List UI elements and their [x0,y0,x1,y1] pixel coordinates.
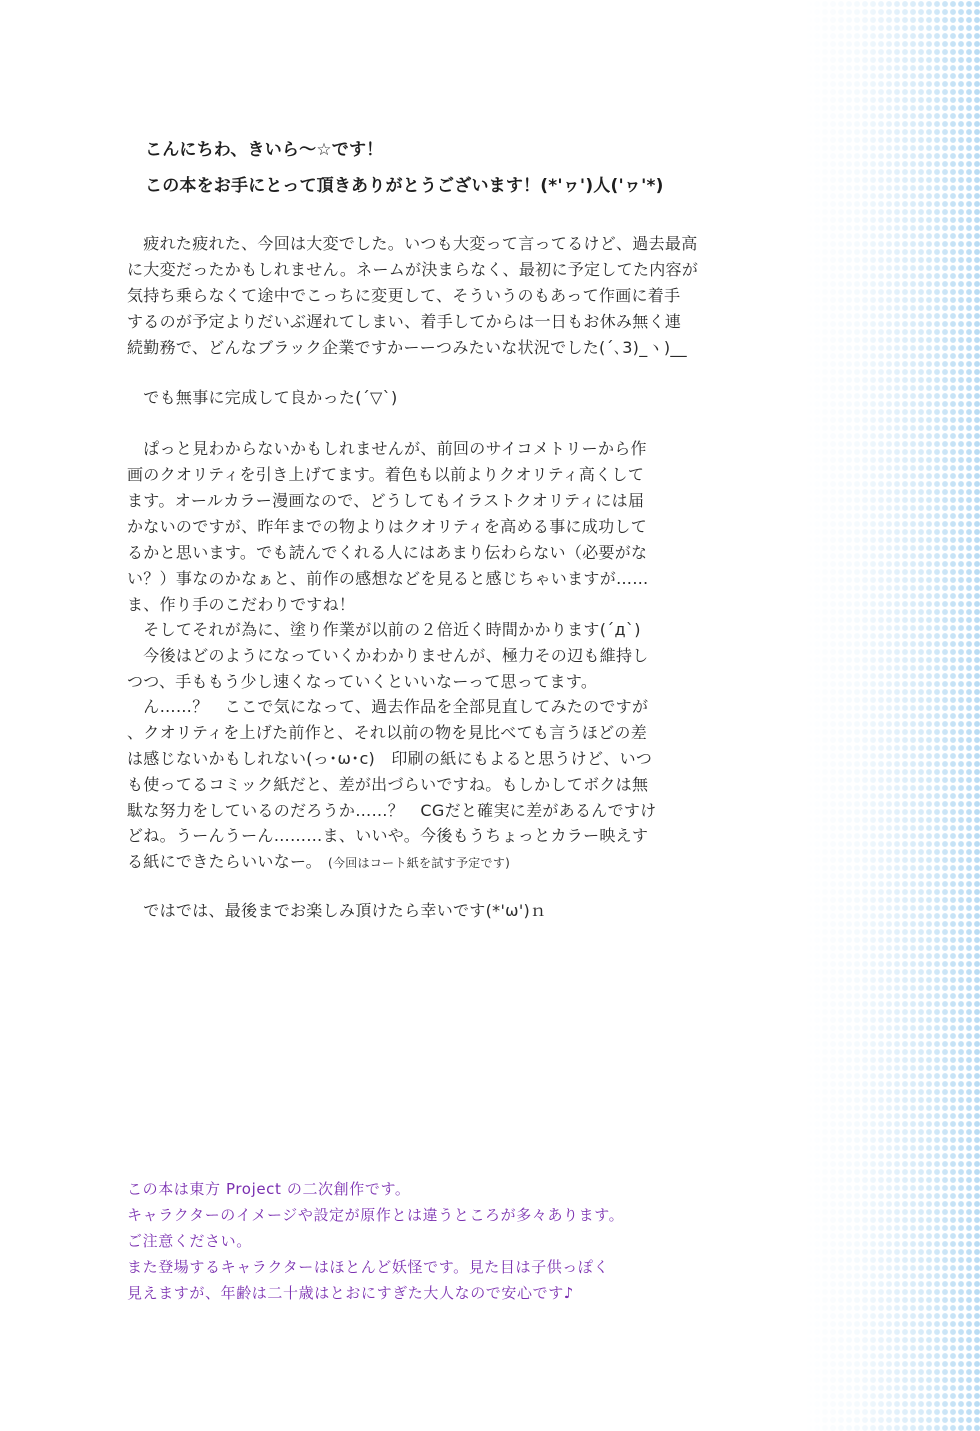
disclaimer-line: また登場するキャラクターはほとんど妖怪です。見た目は子供っぽく [127,1258,610,1276]
paragraph-3-line: ます。オールカラー漫画なので、どうしてもイラストクオリティには届 [127,491,645,510]
paragraph-1-line: 続勤務で、どんなブラック企業ですかーーつみたいな状況でした(´､3)_ヽ)__ [127,338,687,357]
paragraph-3-line: ま、作り手のこだわりですね！ [127,595,356,614]
paragraph-3-line: も使ってるコミック紙だと、差が出づらいですね。もしかしてボクは無 [127,775,649,794]
paragraph-1-line: に大変だったかもしれません。ネームが決まらなく、最初に予定してた内容が [127,260,699,279]
paragraph-1-line: するのが予定よりだいぶ遅れてしまい、着手してからは一日もお休み無く連 [127,312,682,331]
paragraph-3-small-note: (今回はコート紙を試す予定です) [327,856,511,870]
paragraph-3-line: ん……？ ここで気になって、過去作品を全部見直してみたのですが [127,697,649,716]
paragraph-3-line: 駄な努力をしているのだろうか……？ CGだと確実に差があるんですけ [127,801,657,820]
paragraph-3-line: どね。うーんうーん………ま、いいや。今後もうちょっとカラー映えす [127,826,649,845]
paragraph-3-line: るかと思います。でも読んでくれる人にはあまり伝わらない（必要がな [127,543,648,562]
paragraph-1-line: 疲れた疲れた、今回は大変でした。いつも大変って言ってるけど、過去最高 [127,234,698,253]
disclaimer-line: キャラクターのイメージや設定が原作とは違うところが多々あります。 [127,1206,625,1224]
disclaimer-line: ご注意ください。 [127,1232,252,1250]
paragraph-3-line: い？）事なのかなぁと、前作の感想などを見ると感じちゃいますが…… [127,569,649,588]
paragraph-3-line: つつ、手ももう少し速くなっていくといいなーって思ってます。 [127,672,598,691]
greeting-line-1: こんにちわ、きいら～☆です！ [145,140,384,160]
closing-line: ではでは、最後までお楽しみ頂けたら幸いです(*'ω')ｎ [127,901,547,920]
paragraph-3-last-line [127,849,510,872]
paragraph-2: でも無事に完成して良かった(´▽`) [127,388,398,407]
paragraph-3-line: は感じないかもしれない(っ･ω･c) 印刷の紙にもよると思うけど、いつ [127,749,653,768]
paragraph-3-line: ぱっと見わからないかもしれませんが、前回のサイコメトリーから作 [127,439,647,458]
paragraph-3-line: かないのですが、昨年までの物よりはクオリティを高める事に成功して [127,517,648,536]
paragraph-3-line: 今後はどのようになっていくかわかりませんが、極力その辺も維持し [127,646,649,665]
paragraph-3-line: そしてそれが為に、塗り作業が以前の２倍近く時間かかります(´д`) [127,620,641,639]
disclaimer-line: 見えますが、年齢は二十歳はとおにすぎた大人なので安心です♪ [127,1284,574,1302]
paragraph-3-line: 画のクオリティを引き上げてます。着色も以前よりクオリティ高くして [127,465,645,484]
disclaimer-line: この本は東方 Project の二次創作です。 [127,1180,411,1198]
paragraph-3-line: 、クオリティを上げた前作と、それ以前の物を見比べても言うほどの差 [127,723,648,742]
greeting-line-2: この本をお手にとって頂きありがとうございます！(*'ヮ')人('ヮ'*) [145,176,664,196]
paragraph-1-line: 気持ち乗らなくて途中でこっちに変更して、そういうのもあって作画に着手 [127,286,681,305]
paragraph-3-line-text: る紙にできたらいいなー。 [127,852,322,871]
